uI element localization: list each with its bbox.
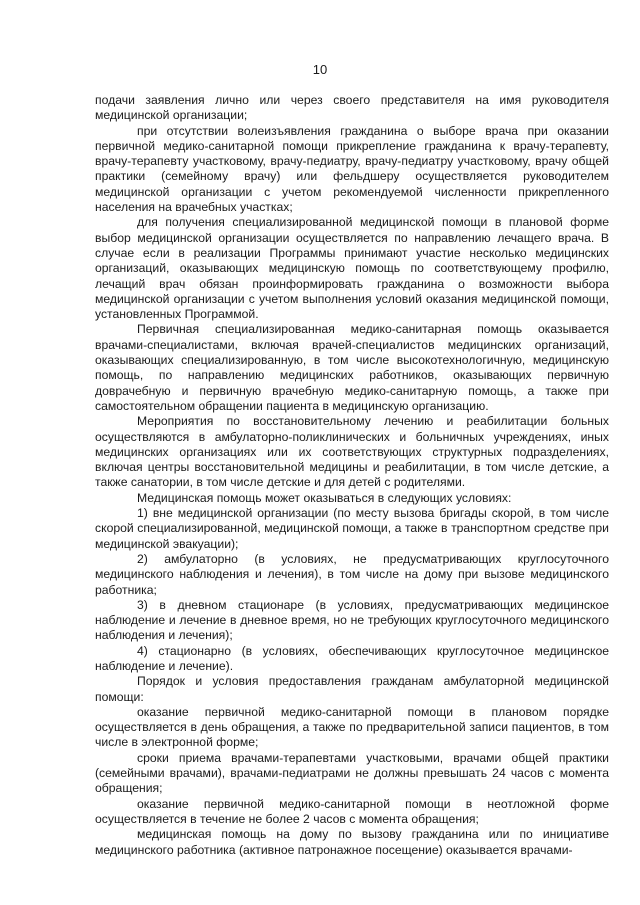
list-item: 2) амбулаторно (в условиях, не предусматривающих круглосуточного медицинского наблюдения и лечения), в том числе на дому при вызове медицинского работника;	[95, 551, 609, 597]
paragraph: Первичная специализированная медико-санитарная помощь оказывается врачами-специалистами, включая врачей-специалистов медицинских организаций, оказывающих специализированную, в том числе высокотехнологичную, медицинскую помощь, по направлению медицинских работников, оказывающих первичную доврачебную и первичную врачебную медико-санитарную помощь, а также при самостоятельном обращении пациента в медицинскую организацию.	[95, 322, 609, 413]
list-item: 1) вне медицинской организации (по месту вызова бригады скорой, в том числе скорой специализированной, медицинской помощи, а также в транспортном средстве при медицинской эвакуации);	[95, 506, 609, 551]
paragraph: для получения специализированной медицинской помощи в плановой форме выбор медицинской организации осуществляется по направлению лечащего врача. В случае если в реализации Программы принимают участие несколько медицинских организаций, оказывающих медицинскую помощь по соответствующему профилю, лечащий врач обязан проинформировать гражданина о возможности выбора медицинской организации с учетом выполнения условий оказания медицинской помощи, установленных Программой.	[95, 215, 609, 322]
paragraph: Медицинская помощь может оказываться в следующих условиях:	[137, 490, 512, 505]
paragraph: оказание первичной медико-санитарной помощи в неотложной форме осуществляется в течение не более 2 часов с момента обращения;	[95, 796, 609, 826]
document-body	[95, 93, 609, 858]
paragraph: сроки приема врачами-терапевтами участковыми, врачами общей практики (семейными врачами), врачами-педиатрами не должны превышать 24 часов с момента обращения;	[95, 750, 609, 796]
paragraph: Порядок и условия предоставления гражданам амбулаторной медицинской помощи:	[95, 674, 609, 704]
paragraph: медицинская помощь на дому по вызову гражданина или по инициативе медицинского работника (активное патронажное посещение) оказывается врачами-	[95, 827, 609, 857]
paragraph: подачи заявления лично или через своего представителя на имя руководителя медицинской организации;	[95, 93, 609, 123]
list-item: 4) стационарно (в условиях, обеспечивающих круглосуточное медицинское наблюдение и лечение).	[95, 643, 609, 673]
paragraph: Мероприятия по восстановительному лечению и реабилитации больных осуществляются в амбулаторно-поликлинических и больничных учреждениях, иных медицинских организациях или их соответствующих структурных подразделениях, включая центры восстановительной медицины и реабилитации, в том числе детские, а также санатории, в том числе детские и для детей с родителями.	[95, 414, 609, 490]
paragraph: оказание первичной медико-санитарной помощи в плановом порядке осуществляется в день обращения, а также по предварительной записи пациентов, в том числе в электронной форме;	[95, 704, 609, 750]
list-item: 3) в дневном стационаре (в условиях, предусматривающих медицинское наблюдение и лечение в дневное время, но не требующих круглосуточного медицинского наблюдения и лечения);	[95, 597, 609, 643]
page-number: 10	[312, 62, 328, 77]
paragraph: при отсутствии волеизъявления гражданина о выборе врача при оказании первичной медико-санитарной помощи прикрепление гражданина к врачу-терапевту, врачу-терапевту участковому, врачу-педиатру, врачу-педиатру участковому, врачу общей практики (семейному врачу) или фельдшеру осуществляется руководителем медицинской организации с учетом рекомендуемой численности прикрепленного населения на врачебных участках;	[95, 123, 609, 215]
